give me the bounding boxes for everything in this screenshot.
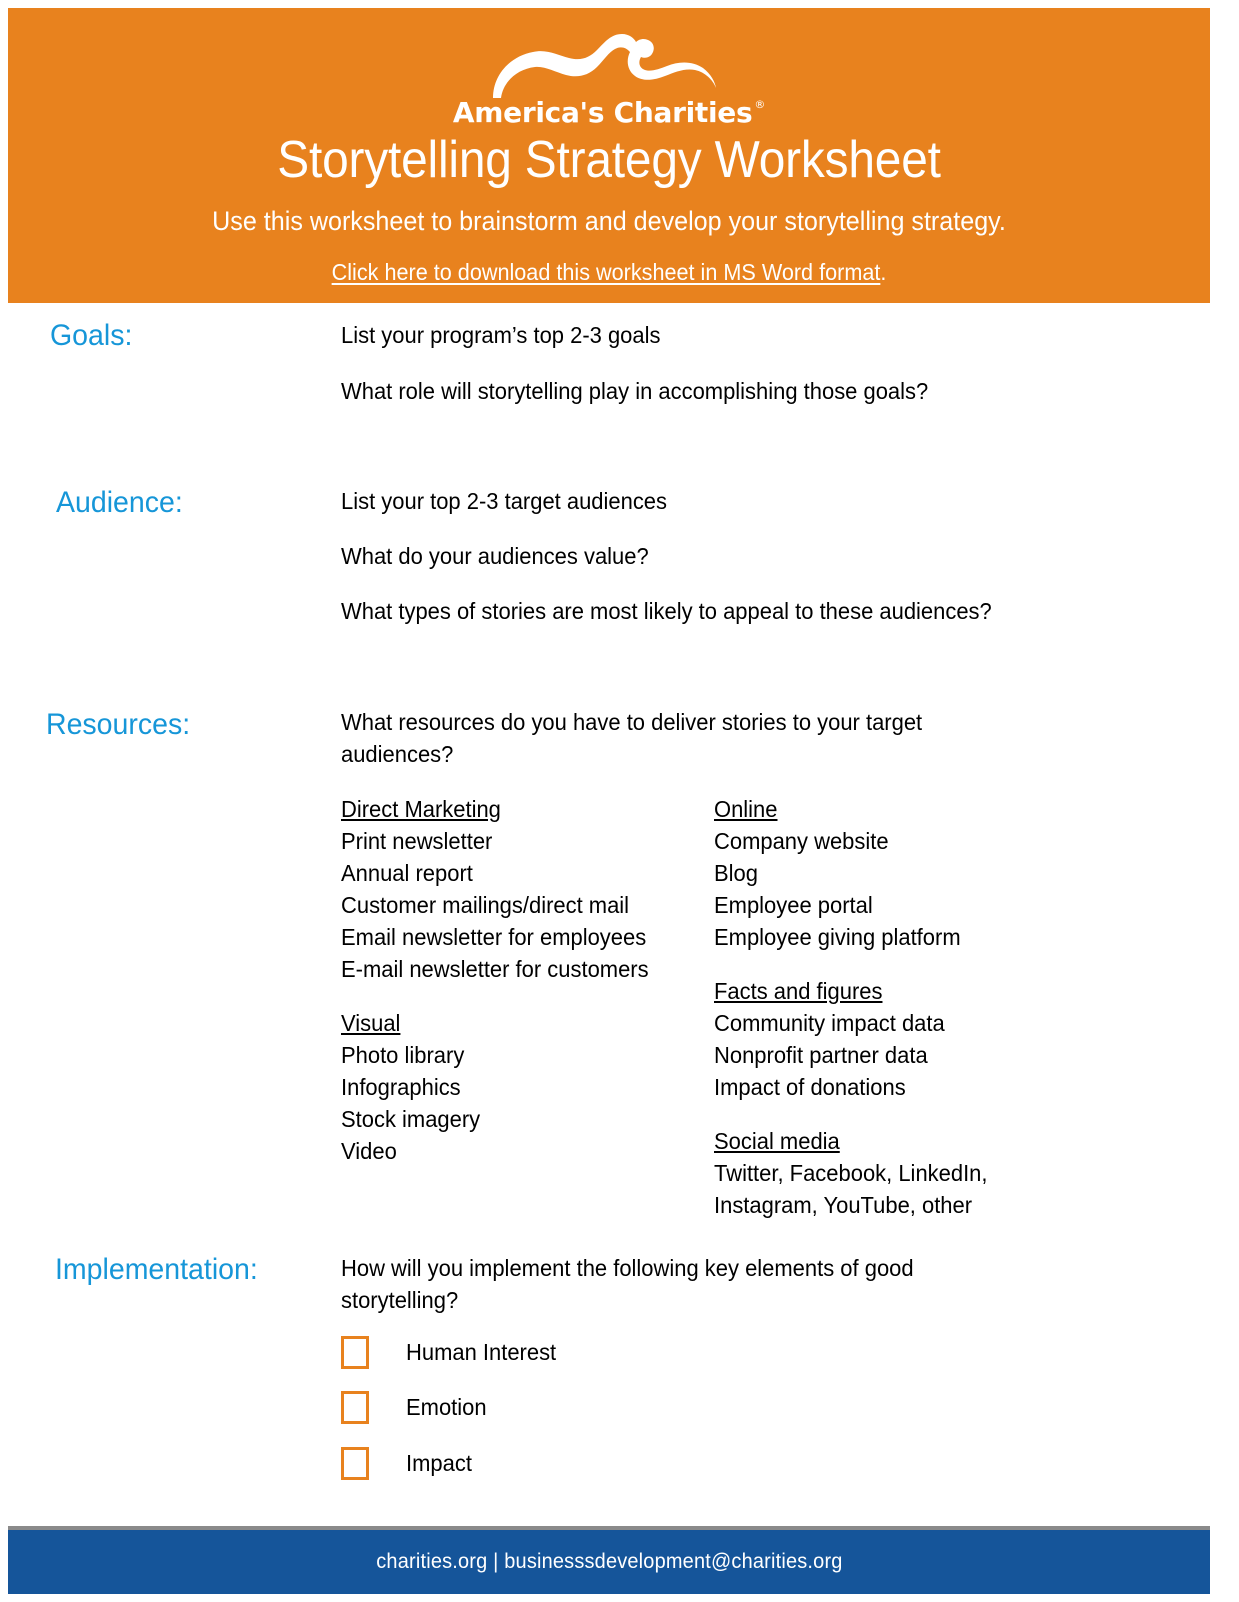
registered-mark-icon: ® [754, 98, 766, 111]
section-label-audience: Audience: [56, 486, 183, 519]
resources-question-line-1: What resources do you have to deliver stories to your target [341, 709, 923, 735]
section-label-implementation: Implementation: [55, 1253, 258, 1286]
resource-group-heading: Direct Marketing [341, 796, 501, 822]
resource-item: Blog [714, 859, 758, 886]
download-word-link[interactable]: Click here to download this worksheet in MS Word format [331, 259, 881, 285]
checkbox-emotion[interactable] [341, 1391, 369, 1424]
footer-contact-text: charities.org | businesssdevelopment@charities.org [375, 1550, 843, 1573]
checkbox-row-human-interest[interactable] [341, 1336, 563, 1369]
resource-item: Company website [714, 827, 889, 854]
resource-item: Employee giving platform [714, 923, 961, 950]
resource-item: Impact of donations [714, 1073, 906, 1100]
resource-group-heading: Social media [714, 1127, 840, 1154]
resource-item: Community impact data [714, 1009, 945, 1036]
resources-column-left [341, 794, 649, 1168]
checkbox-label: Human Interest [406, 1339, 557, 1365]
resource-group-heading: Visual [341, 1009, 401, 1036]
group-spacer [341, 986, 649, 1008]
resources-question-line-2: audiences? [341, 741, 454, 767]
resource-group-heading: Facts and figures [714, 977, 883, 1004]
goals-question-1: List your program’s top 2-3 goals [341, 322, 661, 348]
download-link-period: . [880, 259, 887, 285]
page-subtitle: Use this worksheet to brainstorm and develop your storytelling strategy. [212, 206, 1006, 236]
resource-item: Nonprofit partner data [714, 1041, 928, 1068]
page-title: Storytelling Strategy Worksheet [277, 131, 941, 189]
resources-column-right [714, 794, 988, 1222]
checkbox-label: Impact [406, 1450, 472, 1476]
section-label-goals: Goals: [50, 319, 133, 352]
header-banner [8, 8, 1210, 303]
group-spacer [714, 1104, 988, 1126]
resource-item: Employee portal [714, 891, 873, 918]
brand-lockup [453, 96, 765, 129]
resource-item: E-mail newsletter for customers [341, 955, 649, 982]
checkbox-human-interest[interactable] [341, 1336, 369, 1369]
resource-item: Infographics [341, 1073, 461, 1100]
resource-item: Video [341, 1137, 397, 1164]
resource-item: Stock imagery [341, 1105, 481, 1132]
download-link-row [44, 259, 1174, 287]
checkbox-row-emotion[interactable] [341, 1391, 490, 1424]
resource-item: Instagram, YouTube, other [714, 1191, 973, 1218]
eagle-swoosh-icon [489, 30, 729, 100]
resource-item: Print newsletter [341, 827, 493, 854]
goals-question-2: What role will storytelling play in accomplishing those goals? [341, 378, 929, 404]
implementation-question-line-2: storytelling? [341, 1287, 459, 1313]
resource-item: Twitter, Facebook, LinkedIn, [714, 1159, 988, 1186]
audience-question-1: List your top 2-3 target audiences [341, 488, 668, 514]
brand-name: America's Charities [452, 96, 753, 129]
checkbox-impact[interactable] [341, 1447, 369, 1480]
checkbox-row-impact[interactable] [341, 1447, 475, 1480]
worksheet-body [8, 303, 1210, 1528]
audience-question-3: What types of stories are most likely to appeal to these audiences? [341, 598, 992, 624]
resource-item: Email newsletter for employees [341, 923, 647, 950]
section-label-resources: Resources: [46, 708, 191, 741]
implementation-question-line-1: How will you implement the following key elements of good [341, 1255, 914, 1281]
group-spacer [714, 954, 988, 976]
resource-item: Photo library [341, 1041, 465, 1068]
resource-group-heading: Online [714, 796, 778, 822]
resource-item: Annual report [341, 859, 473, 886]
logo-block [8, 30, 1210, 129]
resource-item: Customer mailings/direct mail [341, 891, 630, 918]
footer-bar [8, 1530, 1210, 1594]
checkbox-label: Emotion [406, 1394, 487, 1420]
audience-question-2: What do your audiences value? [341, 543, 649, 569]
